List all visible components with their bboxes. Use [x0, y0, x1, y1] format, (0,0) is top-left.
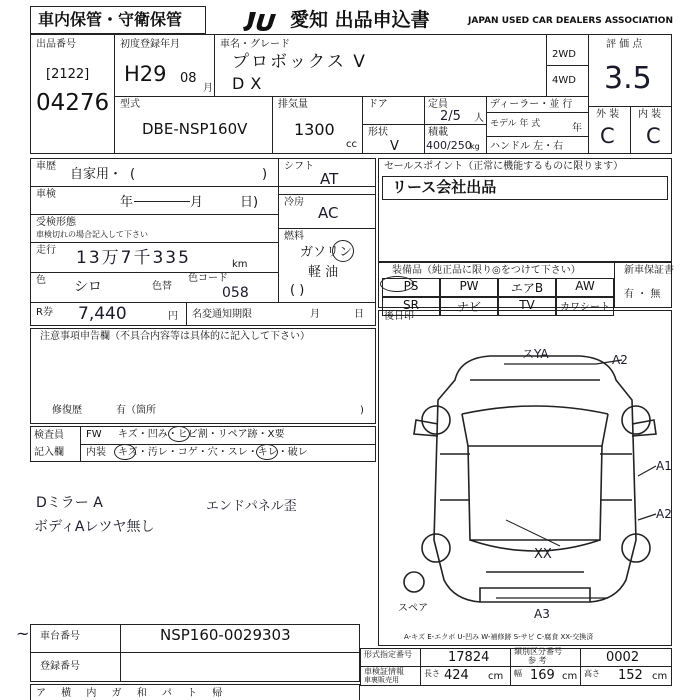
repair-close: ) [360, 405, 364, 416]
storage-label: 車内保管・守衛保管 [38, 10, 183, 29]
selling-points-label: セールスポイント（正常に機能するものに限ります） [384, 161, 624, 172]
exterior-label: 外 装 [596, 109, 620, 120]
color-value: シロ [74, 279, 102, 295]
load-unit: kg [470, 142, 480, 151]
interior-circle-2 [256, 444, 278, 460]
diagram-legend: A-キズ E-エクボ U-凹み W-補修跡 S-サビ C-腐食 XX-交換済 [404, 633, 594, 641]
recycle-label: R券 [36, 307, 53, 318]
cooler-value: AC [318, 204, 339, 222]
color-code-label: 色コード [188, 273, 228, 284]
inspector-fw-items: キズ・凹み・ヒビ割・リペア跡・X要 [118, 429, 285, 440]
inspector-interior: 内装 [86, 447, 106, 458]
capacity-value: 2/5 [440, 109, 461, 124]
equipment-item: PW [440, 278, 498, 297]
spec-width: 169 [530, 668, 555, 683]
displacement-value: 1300 [294, 120, 335, 139]
history-paren-open: ( [130, 167, 136, 182]
mileage-unit: km [232, 259, 248, 270]
color-change-label: 色替 [152, 281, 172, 292]
spec-length-unit: cm [488, 671, 504, 682]
import-type-label: 受検形態 [36, 217, 76, 228]
fuel-paren: ( ) [290, 283, 305, 298]
selling-points-box [378, 158, 672, 262]
equipment-grid [382, 278, 614, 314]
spec-height: 152 [618, 668, 643, 683]
drive-4wd: 4WD [552, 75, 576, 86]
history-label: 車歴 [36, 161, 56, 172]
name-change-month: 月 [310, 309, 320, 320]
recycle-unit: 円 [168, 311, 178, 322]
history-paren-close: ) [262, 167, 268, 182]
displacement-unit: cc [346, 139, 357, 150]
spec-sales-label: 車検証情報 [364, 667, 404, 676]
import-type-note: 車検切れの場合記入して下さい [36, 230, 148, 239]
model-year-unit: 年 [572, 123, 582, 134]
mileage-label: 走行 [36, 245, 56, 256]
cooler-label: 冷房 [284, 197, 304, 208]
handwritten-note-1: Dミラー A [36, 495, 103, 511]
fuel-diesel: 軽 油 [308, 265, 339, 280]
registration-year: H29 [124, 62, 167, 86]
load-label: 積載 [428, 127, 448, 138]
rating-score: 3.5 [604, 61, 652, 96]
shift-label: シフト [284, 161, 314, 172]
recycle-value: 7,440 [78, 304, 127, 324]
shift-value: AT [320, 170, 339, 188]
mileage-value: 13万7千335 [76, 248, 191, 268]
exterior-grade: C [600, 124, 615, 148]
registration-month: 08 [180, 71, 197, 86]
drive-2wd: 2WD [552, 49, 576, 60]
color-code-value: 058 [222, 285, 249, 301]
org-title-en: JAPAN USED CAR DEALERS ASSOCIATION [468, 16, 673, 26]
fuel-gasoline: ガソリン [300, 245, 353, 260]
fw-circle [168, 426, 190, 442]
inspection-year-unit: 年 [120, 195, 134, 210]
registration-label: 初度登録年月 [120, 39, 180, 50]
ju-logo [240, 8, 296, 34]
selling-points-value: リース会社出品 [392, 178, 497, 196]
lot-bracket: [2122] [46, 67, 90, 82]
spec-category: 0002 [606, 650, 640, 665]
inspection-label: 車検 [36, 189, 56, 200]
diagram-a2-right: A2 [656, 507, 672, 521]
diagram-a3: A3 [534, 607, 550, 621]
ju-logo-icon [240, 8, 296, 34]
diagram-xx: XX [534, 547, 552, 562]
equipment-item: エアB [498, 278, 556, 297]
model-value: DBE-NSP160V [142, 120, 248, 138]
vehicle-grade: DX [232, 74, 268, 93]
model-label: 型式 [120, 99, 140, 110]
repair-label: 修復歴 [52, 405, 82, 416]
inspector-label-2: 記入欄 [34, 447, 64, 458]
interior-grade: C [646, 124, 661, 148]
spec-length: 424 [444, 668, 469, 683]
spec-sales-sub: 車裏販売用 [364, 676, 399, 684]
lot-number: 04276 [36, 90, 110, 116]
spec-model-code: 17824 [448, 650, 490, 665]
warranty-value: 有 ・ 無 [624, 289, 661, 300]
handle-label: ハンドル 左・右 [490, 141, 564, 152]
spec-model-code-label: 形式指定番号 [364, 650, 412, 659]
equipment-item: SR [382, 297, 440, 316]
spec-width-label: 幅 [514, 669, 522, 678]
equipment-item: カワシート [556, 297, 614, 316]
repair-value: 有（箇所 [116, 405, 156, 416]
fuel-label: 燃料 [284, 231, 304, 242]
spec-ref: 参 考 [528, 656, 547, 665]
inspector-label: 検査員 [34, 430, 64, 441]
equipment-item: PS [382, 278, 440, 297]
name-change-label: 名変通知期限 [192, 309, 252, 320]
chassis-label: 車台番号 [40, 631, 80, 642]
color-label: 色 [36, 275, 46, 286]
fuel-circle [332, 240, 354, 262]
shape-label: 形状 [368, 127, 388, 138]
registration-month-unit: 月 [203, 83, 213, 94]
diagram-spare: スペア [398, 603, 428, 614]
dealer-label: ディーラー・並 行 [490, 99, 573, 110]
displacement-label: 排気量 [278, 99, 308, 110]
inspector-fw: FW [86, 429, 102, 440]
equipment-item: ナビ [440, 297, 498, 316]
org-title: 愛知 出品申込書 [290, 9, 430, 31]
interior-label: 内 装 [638, 109, 662, 120]
name-change-day: 日 [354, 309, 364, 320]
handwritten-note-2: ボディAレツヤ無し [34, 519, 155, 535]
lot-label: 出品番号 [36, 39, 76, 50]
car-diagram [400, 347, 670, 621]
chassis-value: NSP160-0029303 [160, 626, 291, 644]
handwritten-note-3: エンドパネル歪 [206, 499, 297, 514]
spec-height-unit: cm [652, 671, 668, 682]
warranty-label: 新車保証書 [624, 265, 674, 276]
inspection-month-unit: 月 [190, 195, 204, 210]
capacity-label: 定員 [428, 99, 448, 110]
ps-circle [380, 276, 414, 292]
history-value: 自家用・ [70, 167, 123, 182]
door-label: ドア [368, 99, 388, 110]
capacity-unit: 人 [474, 113, 484, 124]
registration-no-mark: ~ [16, 624, 30, 643]
interior-circle-1 [114, 444, 136, 460]
diagram-a2-top: A2 [612, 353, 628, 367]
registration-no-label: 登録番号 [40, 661, 80, 672]
spec-width-unit: cm [562, 671, 578, 682]
equipment-item: TV [498, 297, 556, 316]
diagram-top-note: スYA [522, 347, 549, 361]
bottom-row: ア 横 内 ガ 和 パ ト 帰 [36, 688, 229, 699]
diagram-a1-right: A1 [656, 459, 672, 473]
vehicle-name: プロボックス V [232, 52, 367, 72]
equipment-label: 装備品（純正品に限り◎をつけて下さい） [392, 265, 581, 276]
rating-label: 評 価 点 [606, 39, 643, 50]
spec-category-label: 類別区分番号 [514, 647, 562, 656]
spec-length-label: 長さ [424, 669, 440, 678]
after-fit-label: 後日印 [384, 311, 414, 322]
shape-value: V [390, 139, 399, 154]
vehicle-name-label: 車名・グレード [220, 39, 290, 50]
load-value: 400/250 [426, 139, 472, 152]
inspection-day-unit: 日) [240, 195, 259, 210]
equipment-item: AW [556, 278, 614, 297]
notes-label: 注意事項申告欄（不具合内容等は具体的に記入して下さい） [40, 331, 310, 342]
inspection-strike [134, 201, 190, 202]
inspector-interior-items: キズ・汚レ・コゲ・穴・スレ・キレ・破レ [118, 447, 308, 458]
model-year-label: モデル 年 式 [490, 119, 541, 129]
spec-height-label: 高さ [584, 669, 600, 678]
